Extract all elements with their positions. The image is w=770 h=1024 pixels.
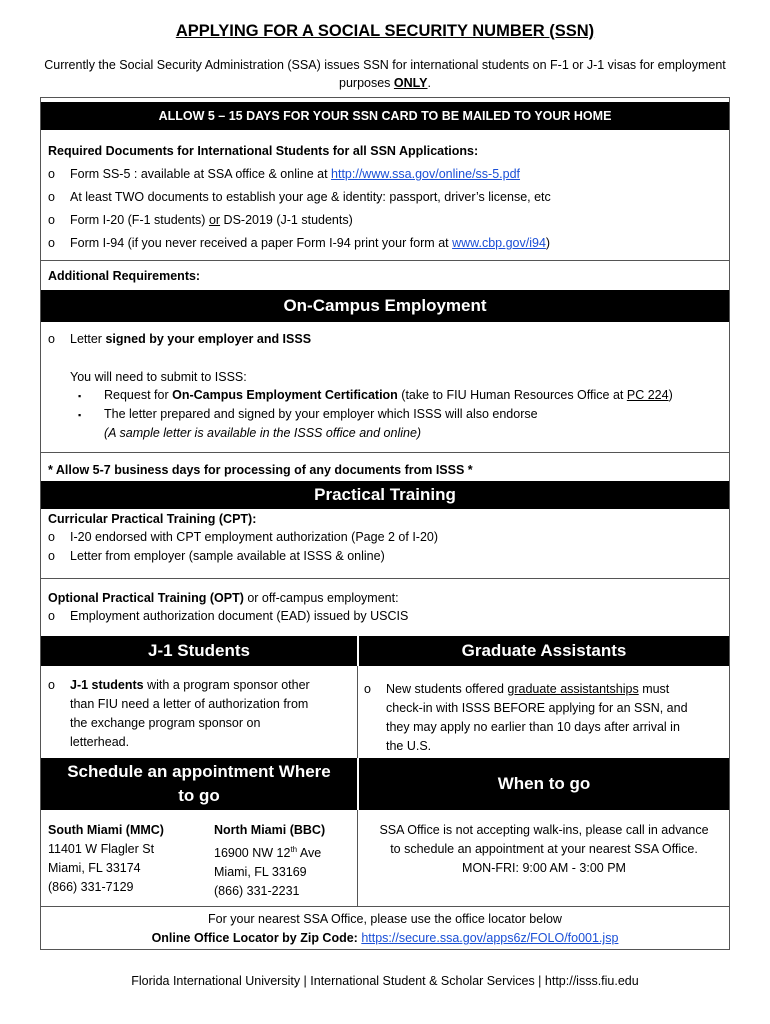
south-miami-block xyxy=(48,821,164,897)
required-item-ss5 xyxy=(48,165,520,184)
when-line-3: MON-FRI: 9:00 AM - 3:00 PM xyxy=(462,861,626,875)
bullet: o xyxy=(48,530,55,544)
req1-end: ) xyxy=(668,388,673,402)
cpt-item-i20 xyxy=(48,528,438,547)
letter-item xyxy=(78,405,538,425)
opt-bold: Optional Practical Training (OPT) xyxy=(48,591,244,605)
intro-text xyxy=(38,56,732,92)
intro-body: Currently the Social Security Administration (SSA) issues SSN for international students on F-1 or J-1 visas for employment purposes xyxy=(44,58,726,90)
square-bullet: ▪ xyxy=(78,391,82,401)
submit-intro: You will need to submit to ISSS: xyxy=(70,370,247,384)
i20-or: or xyxy=(208,213,221,227)
locator-line-2 xyxy=(41,929,729,948)
column-divider xyxy=(357,810,358,906)
opt-heading xyxy=(48,589,399,608)
bullet: o xyxy=(48,236,55,250)
locator-label: Online Office Locator by Zip Code: xyxy=(151,931,358,945)
grad-line-4: the U.S. xyxy=(386,739,432,753)
cpt-item-letter xyxy=(48,547,385,566)
schedule-title-2: to go xyxy=(178,786,220,805)
request-item xyxy=(78,386,673,406)
letter-pre: Letter xyxy=(70,332,106,346)
north-city: Miami, FL 33169 xyxy=(214,865,307,880)
column-divider xyxy=(357,666,358,758)
opt-item-ead xyxy=(48,607,408,626)
bullet: o xyxy=(48,190,55,204)
sample-letter-note: (A sample letter is available in the ISSS office and online) xyxy=(104,426,422,440)
divider xyxy=(41,906,729,907)
locator-line-1: For your nearest SSA Office, please use the office locator below xyxy=(208,912,562,926)
north-miami-block xyxy=(214,821,325,901)
locator-link[interactable]: https://secure.ssa.gov/apps6z/FOLO/fo001.jsp xyxy=(361,931,619,945)
north-addr-sup: th xyxy=(290,845,298,854)
schedule-title-1: Schedule an appointment Where xyxy=(67,762,331,781)
required-item-i94 xyxy=(48,234,550,253)
footer: Florida International University | International Student & Scholar Services | http://isss.fiu.edu xyxy=(131,974,639,988)
required-item-identity xyxy=(48,188,551,207)
i94-text: Form I-94 (if you never received a paper Form I-94 print your form at xyxy=(70,236,453,250)
north-name: North Miami (BBC) xyxy=(214,823,326,837)
additional-heading: Additional Requirements: xyxy=(48,269,201,283)
bullet: o xyxy=(48,678,55,692)
divider xyxy=(41,260,729,261)
south-name: South Miami (MMC) xyxy=(48,823,164,837)
south-address: 11401 W Flagler St xyxy=(48,842,155,856)
req1-post: (take to FIU Human Resources Office at xyxy=(397,388,627,402)
intro-emphasis: ONLY xyxy=(393,76,428,90)
identity-text: At least TWO documents to establish your age & identity: passport, driver’s license, etc xyxy=(70,190,551,204)
j1-line-1 xyxy=(48,676,310,695)
req1-bold: On-Campus Employment Certification xyxy=(172,388,398,402)
letter-bold: signed by your employer and ISSS xyxy=(105,332,312,346)
divider xyxy=(41,578,729,579)
req2-text: The letter prepared and signed by your employer which ISSS will also endorse xyxy=(104,407,538,421)
i20-pre: Form I-20 (F-1 students) xyxy=(70,213,209,227)
when-block xyxy=(359,821,729,878)
j1-l1: with a program sponsor other xyxy=(143,678,310,692)
intro-end: . xyxy=(427,76,431,90)
on-campus-letter xyxy=(48,330,311,349)
req1-pre: Request for xyxy=(104,388,173,402)
schedule-header xyxy=(41,758,357,810)
page-title: APPLYING FOR A SOCIAL SECURITY NUMBER (SSN) xyxy=(175,22,595,40)
grad-line-2: check-in with ISSS BEFORE applying for an SSN, and xyxy=(386,701,688,715)
grad-line-3: they may apply no earlier than 10 days after arrival in xyxy=(386,720,680,734)
divider xyxy=(41,452,729,453)
i94-link[interactable]: www.cbp.gov/i94 xyxy=(452,236,546,250)
cpt2-text: Letter from employer (sample available at ISSS & online) xyxy=(70,549,385,563)
when-line-1: SSA Office is not accepting walk-ins, please call in advance xyxy=(379,823,709,837)
graduate-assistants-header: Graduate Assistants xyxy=(359,636,729,666)
j1-line-2: than FIU need a letter of authorization from xyxy=(70,697,309,711)
north-addr-post: Ave xyxy=(297,846,322,861)
north-address xyxy=(214,840,325,863)
j1-students-header: J-1 Students xyxy=(41,636,357,666)
bullet: o xyxy=(364,682,371,696)
north-phone: (866) 331-2231 xyxy=(214,884,300,899)
on-campus-header: On-Campus Employment xyxy=(41,290,729,322)
mailing-banner: ALLOW 5 – 15 DAYS FOR YOUR SSN CARD TO BE MAILED TO YOUR HOME xyxy=(41,102,729,130)
grad-l1-pre: New students offered xyxy=(386,682,508,696)
i94-end: ) xyxy=(545,236,551,250)
grad-l1-post: must xyxy=(638,682,670,696)
required-item-i20 xyxy=(48,211,353,230)
bullet: o xyxy=(48,332,55,346)
i20-post: DS-2019 (J-1 students) xyxy=(220,213,353,227)
south-city: Miami, FL 33174 xyxy=(48,861,141,875)
ss5-link[interactable]: http://www.ssa.gov/online/ss-5.pdf xyxy=(331,167,521,181)
cpt1-text: I-20 endorsed with CPT employment authorization (Page 2 of I-20) xyxy=(70,530,439,544)
grad-line-1 xyxy=(364,680,669,699)
bullet: o xyxy=(48,213,55,227)
practical-training-header: Practical Training xyxy=(41,481,729,509)
north-addr-pre: 16900 NW 12 xyxy=(214,846,291,861)
south-phone: (866) 331-7129 xyxy=(48,880,134,894)
j1-line-3: the exchange program sponsor on xyxy=(70,716,261,730)
when-line-2: to schedule an appointment at your nearest SSA Office. xyxy=(390,842,698,856)
j1-line-4: letterhead. xyxy=(70,735,130,749)
cpt-heading: Curricular Practical Training (CPT): xyxy=(48,512,257,526)
bullet: o xyxy=(48,609,55,623)
opt1-text: Employment authorization document (EAD) issued by USCIS xyxy=(70,609,409,623)
square-bullet: ▪ xyxy=(78,410,82,420)
bullet: o xyxy=(48,549,55,563)
j1-bold: J-1 students xyxy=(70,678,144,692)
opt-rest: or off-campus employment: xyxy=(243,591,399,605)
bullet: o xyxy=(48,167,55,181)
when-to-go-header: When to go xyxy=(359,758,729,810)
ss5-text: Form SS-5 : available at SSA office & online at xyxy=(70,167,332,181)
grad-assistantships: graduate assistantships xyxy=(507,682,639,696)
req1-location: PC 224 xyxy=(626,388,669,402)
processing-note: * Allow 5-7 business days for processing of any documents from ISSS * xyxy=(48,463,473,477)
required-heading: Required Documents for International Students for all SSN Applications: xyxy=(48,144,479,158)
